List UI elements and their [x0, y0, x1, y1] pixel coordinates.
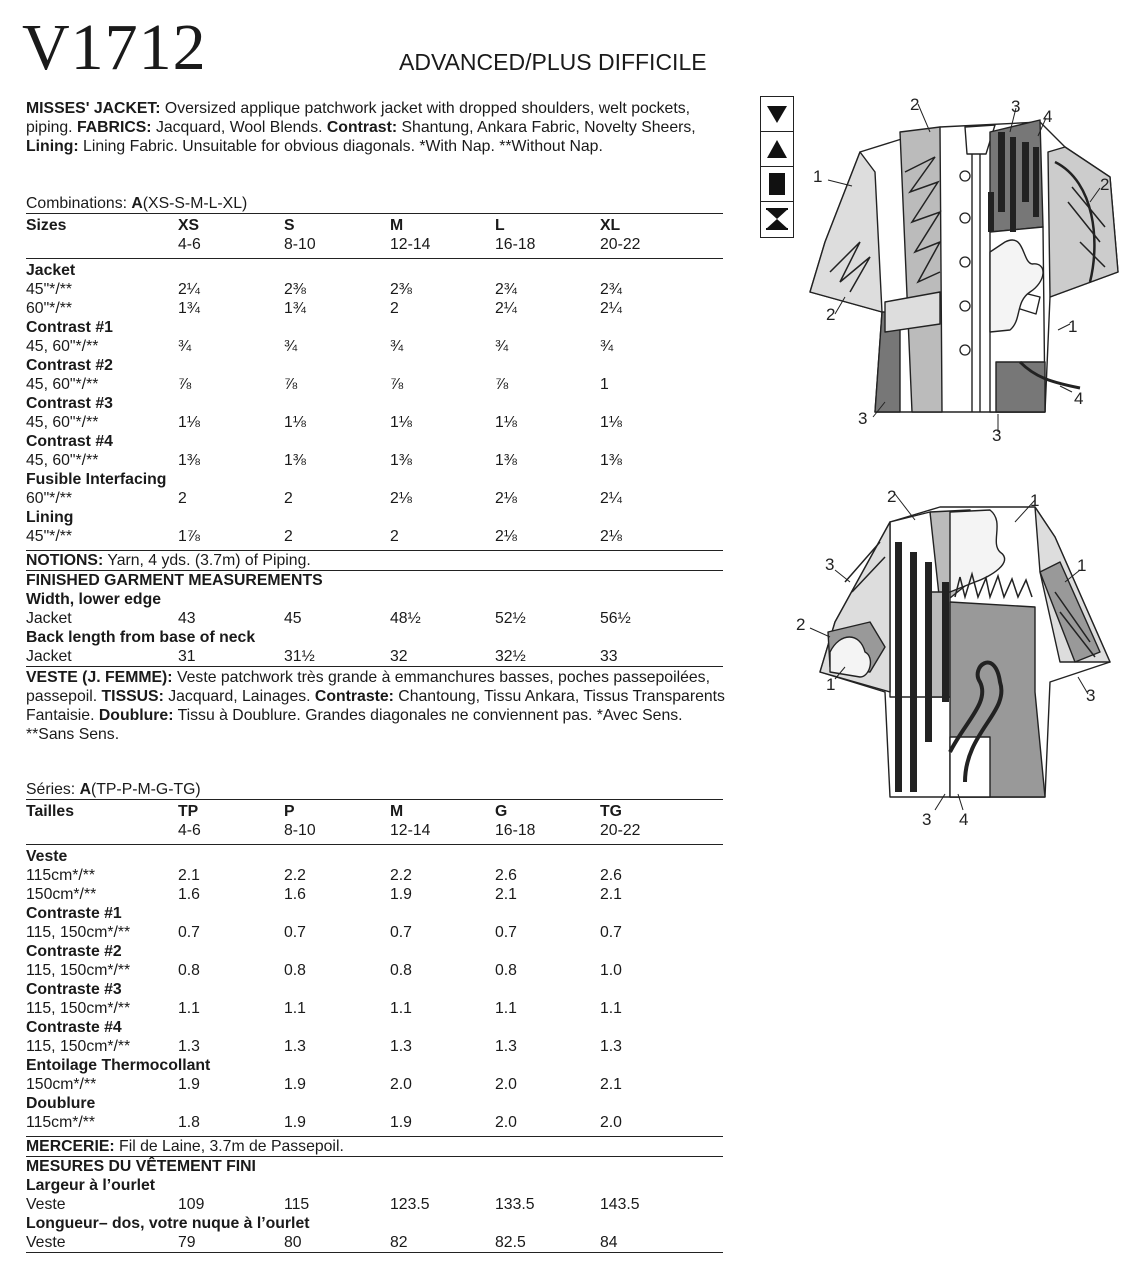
callout-number: 2	[796, 615, 806, 634]
combinations-view: A	[131, 195, 143, 212]
callout-number: 3	[1011, 97, 1021, 116]
measurement-value: 123.5	[390, 1196, 430, 1213]
yardage-value: 2¼	[600, 490, 622, 507]
fabric-category: Contrast #1	[26, 319, 113, 336]
yardage-body	[26, 845, 723, 1136]
yardage-value: 0.8	[495, 962, 517, 979]
callout-number: 1	[1030, 491, 1040, 510]
yardage-value: 2	[284, 490, 293, 507]
notions-row	[26, 1136, 723, 1156]
fabric-width: 45, 60"*/**	[26, 376, 99, 393]
measurement-value: 84	[600, 1234, 618, 1251]
fabric-category: Contrast #4	[26, 433, 113, 450]
yardage-value: 1⅛	[600, 414, 622, 431]
yardage-row	[26, 885, 723, 904]
yardage-value: 2.2	[284, 867, 306, 884]
size-code: TG	[600, 803, 622, 820]
yardage-value: 2¾	[495, 281, 517, 298]
yardage-value: 2.0	[390, 1076, 412, 1093]
yardage-value: 1.3	[284, 1038, 306, 1055]
yardage-value: 2⅛	[600, 528, 622, 545]
yardage-row	[26, 527, 723, 546]
yardage-value: 1¾	[284, 300, 306, 317]
yardage-value: 2.0	[600, 1114, 622, 1131]
fabric-width: 45"*/**	[26, 281, 73, 298]
combinations-label: Combinations:	[26, 195, 132, 212]
fabric-category: Entoilage Thermocollant	[26, 1057, 211, 1074]
hourglass-icon	[761, 202, 793, 236]
combinations-en	[26, 194, 247, 213]
size-code: L	[495, 217, 505, 234]
yardage-row	[26, 337, 723, 356]
callout-number: 3	[1086, 686, 1096, 705]
yardage-value: 1⅜	[495, 452, 517, 469]
yardage-value: 1⅞	[178, 528, 200, 545]
desc-label: Contrast:	[326, 119, 398, 136]
garment-label: Jacket	[26, 610, 72, 627]
notions-row	[26, 550, 723, 570]
yardage-value: ¾	[495, 338, 509, 355]
desc-label: TISSUS:	[101, 688, 164, 705]
yardage-value: ⅞	[284, 376, 298, 393]
yardage-value: 1⅜	[284, 452, 306, 469]
yardage-value: 1.9	[178, 1076, 200, 1093]
layout-symbols	[760, 96, 794, 238]
size-range: 4-6	[178, 822, 201, 839]
callout-number: 4	[959, 810, 969, 829]
fabric-width: 45, 60"*/**	[26, 414, 99, 431]
yardage-row	[26, 1075, 723, 1094]
yardage-value: 1.9	[390, 886, 412, 903]
yardage-value: 0.7	[178, 924, 200, 941]
yardage-value: 1.6	[284, 886, 306, 903]
fabric-category: Contraste #3	[26, 981, 122, 998]
desc-text: Lining Fabric. Unsuitable for obvious diagonals. *With Nap. **Without Nap.	[78, 138, 603, 155]
notions-label: MERCERIE:	[26, 1138, 115, 1155]
size-code: M	[390, 803, 404, 820]
yardage-value: ⅞	[178, 376, 192, 393]
desc-label: VESTE (J. FEMME):	[26, 669, 173, 686]
yardage-value: 0.7	[495, 924, 517, 941]
measurement-category: Longueur– dos, votre nuque à l’ourlet	[26, 1215, 310, 1232]
size-code: G	[495, 803, 508, 820]
fabric-category: Contrast #2	[26, 357, 113, 374]
yardage-value: 1.9	[284, 1114, 306, 1131]
desc-label: Doublure:	[98, 707, 174, 724]
yardage-value: 2⅛	[495, 490, 517, 507]
yardage-value: 2.6	[495, 867, 517, 884]
fabric-width: 45, 60"*/**	[26, 338, 99, 355]
measurement-value: 45	[284, 610, 302, 627]
fabric-width: 150cm*/**	[26, 1076, 97, 1093]
yardage-value: 2	[390, 300, 399, 317]
size-range: 8-10	[284, 822, 316, 839]
yardage-value: 2	[178, 490, 187, 507]
desc-text: Shantung, Ankara Fabric, Novelty Sheers,	[397, 119, 696, 136]
size-range: 20-22	[600, 822, 641, 839]
desc-text: Veste patchwork très grande à emmanchures basses, poches passepoilées, passepoil.	[26, 669, 710, 705]
yardage-value: 2	[284, 528, 293, 545]
yardage-value: 2.0	[495, 1076, 517, 1093]
yardage-value: 2⅛	[390, 490, 412, 507]
desc-label: FABRICS:	[76, 119, 152, 136]
measurement-value: 32	[390, 648, 408, 665]
yardage-value: 1.0	[600, 962, 622, 979]
yardage-value: 1.1	[178, 1000, 200, 1017]
callout-number: 3	[825, 555, 835, 574]
measurement-value: 33	[600, 648, 618, 665]
yardage-value: 0.8	[390, 962, 412, 979]
size-header-label: Sizes	[26, 217, 67, 234]
desc-label: MISSES' JACKET:	[26, 100, 161, 117]
yardage-value: 0.8	[178, 962, 200, 979]
finished-title: FINISHED GARMENT MEASUREMENTS	[26, 572, 323, 589]
triangle-up-icon	[761, 132, 793, 167]
yardage-row	[26, 489, 723, 508]
yardage-value: 1.9	[284, 1076, 306, 1093]
size-range: 4-6	[178, 236, 201, 253]
yardage-value: 2	[390, 528, 399, 545]
callout-number: 2	[910, 95, 920, 114]
fabric-width: 115, 150cm*/**	[26, 1038, 131, 1055]
measurement-row	[26, 609, 723, 628]
measurement-value: 143.5	[600, 1196, 640, 1213]
yardage-row	[26, 961, 723, 980]
combinations-sizes: (TP-P-M-G-TG)	[90, 781, 201, 798]
yardage-value: 2⅜	[390, 281, 412, 298]
description-fr	[26, 668, 726, 744]
size-header-row	[26, 213, 723, 259]
desc-text: Oversized applique patchwork jacket with dropped shoulders, welt pockets, piping.	[26, 100, 691, 136]
combinations-view: A	[79, 781, 91, 798]
yardage-value: ⅞	[390, 376, 404, 393]
yardage-value: 1.1	[495, 1000, 517, 1017]
measurement-category: Width, lower edge	[26, 591, 162, 608]
measurement-value: 31½	[284, 648, 315, 665]
yardage-value: 1⅛	[495, 414, 517, 431]
size-code: P	[284, 803, 295, 820]
combinations-sizes: (XS-S-M-L-XL)	[142, 195, 248, 212]
measurement-value: 115	[284, 1196, 310, 1213]
measurement-row	[26, 647, 723, 666]
callout-number: 2	[887, 487, 897, 506]
desc-label: Lining:	[26, 138, 79, 155]
back-view-illustration	[790, 482, 1120, 838]
yardage-value: 0.8	[284, 962, 306, 979]
size-header-row	[26, 799, 723, 845]
yardage-row	[26, 999, 723, 1018]
yardage-value: 2⅛	[495, 528, 517, 545]
measurement-value: 79	[178, 1234, 196, 1251]
garment-label: Jacket	[26, 648, 72, 665]
measurement-value: 56½	[600, 610, 631, 627]
yardage-value: 2.1	[600, 1076, 622, 1093]
desc-label: Contraste:	[314, 688, 394, 705]
notions-label: NOTIONS:	[26, 552, 104, 569]
callout-number: 1	[826, 675, 836, 694]
measurement-row	[26, 1233, 723, 1252]
yardage-value: 2¼	[178, 281, 200, 298]
yardage-value: 2.6	[600, 867, 622, 884]
yardage-value: 1.3	[178, 1038, 200, 1055]
desc-text: Jacquard, Wool Blends.	[151, 119, 327, 136]
callout-number: 1	[1068, 317, 1078, 336]
yardage-value: ¾	[600, 338, 614, 355]
measurement-value: 133.5	[495, 1196, 535, 1213]
measurement-value: 82	[390, 1234, 408, 1251]
fabric-category: Jacket	[26, 262, 76, 279]
yardage-value: 2¼	[495, 300, 517, 317]
section-end-rule	[26, 666, 723, 667]
fabric-width: 45, 60"*/**	[26, 452, 99, 469]
measurement-value: 48½	[390, 610, 421, 627]
yardage-value: 1⅜	[600, 452, 622, 469]
fabric-width: 115, 150cm*/**	[26, 1000, 131, 1017]
fabric-category: Contraste #1	[26, 905, 122, 922]
measurement-value: 109	[178, 1196, 205, 1213]
measurement-value: 32½	[495, 648, 526, 665]
yardage-value: 1⅛	[390, 414, 412, 431]
pattern-number: V1712	[22, 11, 207, 84]
yardage-row	[26, 451, 723, 470]
finished-title: MESURES DU VÊTEMENT FINI	[26, 1158, 256, 1175]
callout-number: 3	[858, 409, 868, 428]
combinations-label: Séries:	[26, 781, 80, 798]
yardage-row	[26, 280, 723, 299]
yardage-value: 1.9	[390, 1114, 412, 1131]
yardage-value: 1⅜	[390, 452, 412, 469]
fabric-width: 150cm*/**	[26, 886, 97, 903]
yardage-value: 1⅜	[178, 452, 200, 469]
size-code: XL	[600, 217, 621, 234]
garment-label: Veste	[26, 1234, 66, 1251]
finished-measurements	[26, 1156, 723, 1252]
yardage-value: 1.1	[390, 1000, 412, 1017]
size-range: 20-22	[600, 236, 641, 253]
triangle-down-icon	[761, 97, 793, 132]
fabric-category: Doublure	[26, 1095, 96, 1112]
yardage-value: 2¼	[600, 300, 622, 317]
callout-number: 4	[1043, 107, 1053, 126]
measurement-category: Back length from base of neck	[26, 629, 256, 646]
size-code: M	[390, 217, 404, 234]
fabric-category: Contraste #2	[26, 943, 122, 960]
yardage-value: ¾	[390, 338, 404, 355]
yardage-value: 1.3	[495, 1038, 517, 1055]
yardage-row	[26, 1037, 723, 1056]
yardage-body	[26, 259, 723, 550]
fabric-width: 115, 150cm*/**	[26, 924, 131, 941]
measurement-value: 52½	[495, 610, 526, 627]
yardage-row	[26, 413, 723, 432]
callout-number: 4	[1074, 389, 1084, 408]
yardage-value: 2.2	[390, 867, 412, 884]
section-end-rule	[26, 1252, 723, 1253]
yardage-chart-fr	[26, 799, 723, 1253]
callout-number: 1	[813, 167, 823, 186]
yardage-value: 1⅛	[178, 414, 200, 431]
size-range: 16-18	[495, 236, 536, 253]
yardage-row	[26, 923, 723, 942]
yardage-value: 1.6	[178, 886, 200, 903]
fabric-width: 45"*/**	[26, 528, 73, 545]
yardage-value: 1.1	[284, 1000, 306, 1017]
desc-text: Tissu à Doublure. Grandes diagonales ne conviennent pas. *Avec Sens. **Sans Sens.	[26, 707, 683, 743]
fabric-category: Lining	[26, 509, 74, 526]
difficulty-level: ADVANCED/PLUS DIFFICILE	[399, 49, 707, 75]
yardage-row	[26, 1113, 723, 1132]
notions-text: Yarn, 4 yds. (3.7m) of Piping.	[103, 552, 311, 569]
yardage-value: 2.1	[600, 886, 622, 903]
fabric-width: 115cm*/**	[26, 1114, 96, 1131]
yardage-row	[26, 299, 723, 318]
yardage-value: 1	[600, 376, 609, 393]
finished-measurements	[26, 570, 723, 666]
measurement-category: Largeur à l’ourlet	[26, 1177, 156, 1194]
fabric-width: 115cm*/**	[26, 867, 96, 884]
callout-number: 1	[1077, 556, 1087, 575]
yardage-value: 0.7	[390, 924, 412, 941]
fabric-width: 60"*/**	[26, 490, 73, 507]
yardage-value: ⅞	[495, 376, 509, 393]
yardage-row	[26, 375, 723, 394]
yardage-value: 2.0	[495, 1114, 517, 1131]
measurement-value: 43	[178, 610, 196, 627]
desc-text: Jacquard, Lainages.	[163, 688, 315, 705]
yardage-value: ¾	[284, 338, 298, 355]
yardage-value: 0.7	[284, 924, 306, 941]
size-range: 12-14	[390, 822, 431, 839]
size-code: S	[284, 217, 295, 234]
size-header-label: Tailles	[26, 803, 74, 820]
yardage-value: ¾	[178, 338, 192, 355]
measurement-value: 31	[178, 648, 196, 665]
callout-number: 3	[992, 426, 1002, 445]
callout-number: 2	[1100, 175, 1110, 194]
fabric-category: Fusible Interfacing	[26, 471, 167, 488]
size-range: 8-10	[284, 236, 316, 253]
measurement-row	[26, 1195, 723, 1214]
fabric-category: Contraste #4	[26, 1019, 122, 1036]
combinations-fr	[26, 780, 201, 799]
front-view-illustration	[800, 92, 1130, 452]
size-range: 16-18	[495, 822, 536, 839]
yardage-chart-en	[26, 213, 723, 667]
yardage-value: 1.1	[600, 1000, 622, 1017]
yardage-value: 1.8	[178, 1114, 200, 1131]
size-range: 12-14	[390, 236, 431, 253]
rectangle-icon	[761, 167, 793, 202]
callout-number: 2	[826, 305, 836, 324]
desc-text: Chantoung, Tissu Ankara, Tissus Transparents Fantaisie.	[26, 688, 725, 724]
yardage-value: 1.3	[390, 1038, 412, 1055]
yardage-value: 0.7	[600, 924, 622, 941]
callout-number: 3	[922, 810, 932, 829]
fabric-category: Contrast #3	[26, 395, 113, 412]
fabric-category: Veste	[26, 848, 68, 865]
fabric-width: 60"*/**	[26, 300, 73, 317]
yardage-value: 1.3	[600, 1038, 622, 1055]
size-code: TP	[178, 803, 199, 820]
size-code: XS	[178, 217, 200, 234]
description-en	[26, 99, 726, 156]
yardage-value: 2.1	[178, 867, 200, 884]
notions-text: Fil de Laine, 3.7m de Passepoil.	[114, 1138, 344, 1155]
measurement-value: 80	[284, 1234, 302, 1251]
yardage-row	[26, 866, 723, 885]
yardage-value: 2¾	[600, 281, 622, 298]
garment-label: Veste	[26, 1196, 66, 1213]
yardage-value: 2.1	[495, 886, 517, 903]
yardage-value: 1⅛	[284, 414, 306, 431]
yardage-value: 1¾	[178, 300, 200, 317]
yardage-value: 2⅜	[284, 281, 306, 298]
measurement-value: 82.5	[495, 1234, 526, 1251]
fabric-width: 115, 150cm*/**	[26, 962, 131, 979]
